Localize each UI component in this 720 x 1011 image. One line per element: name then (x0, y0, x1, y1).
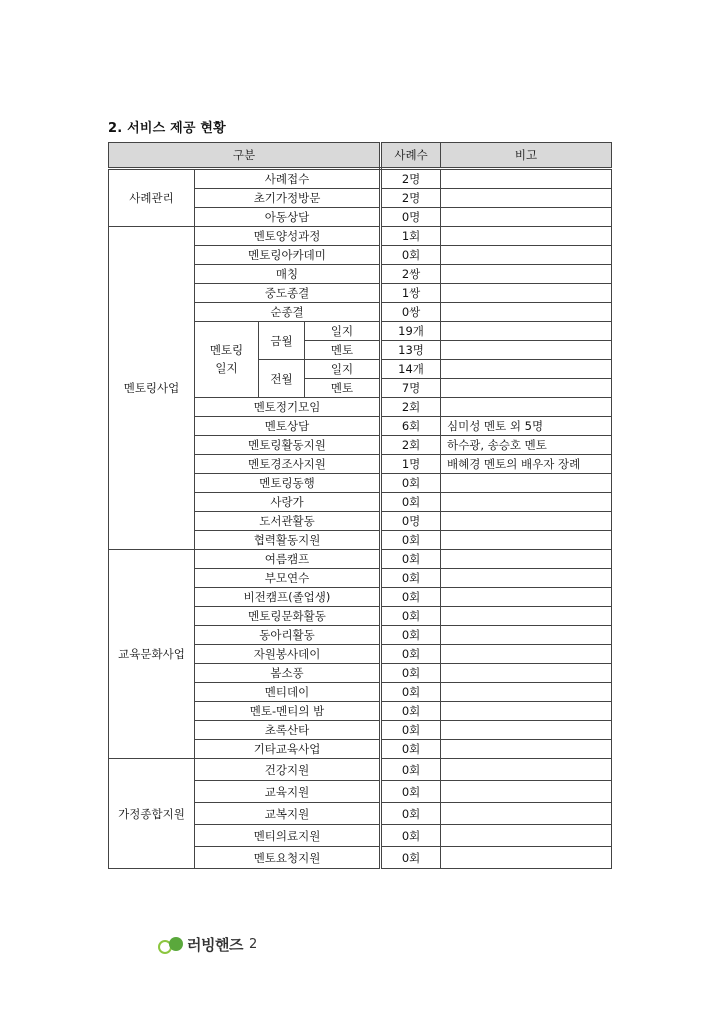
row-count: 0명 (381, 208, 441, 227)
row-item: 멘토양성과정 (195, 227, 381, 246)
row-item: 건강지원 (195, 759, 381, 781)
row-note (441, 721, 612, 740)
row-item: 동아리활동 (195, 626, 381, 645)
header-category: 구분 (109, 143, 381, 169)
row-note (441, 531, 612, 550)
row-count: 0회 (381, 607, 441, 626)
row-count: 6회 (381, 417, 441, 436)
row-count: 1회 (381, 227, 441, 246)
row-item: 초록산타 (195, 721, 381, 740)
row-count: 2회 (381, 436, 441, 455)
page-number: 2 (248, 937, 258, 952)
row-note (441, 626, 612, 645)
row-item: 멘토경조사지원 (195, 455, 381, 474)
row-note (441, 322, 612, 341)
section-title: 2. 서비스 제공 현황 (108, 121, 226, 136)
row-note (441, 493, 612, 512)
row-note (441, 169, 612, 189)
row-note (441, 607, 612, 626)
row-note (441, 341, 612, 360)
row-item: 멘토링활동지원 (195, 436, 381, 455)
row-count: 2회 (381, 398, 441, 417)
row-item: 협력활동지원 (195, 531, 381, 550)
row-item: 교육지원 (195, 781, 381, 803)
row-item: 초기가정방문 (195, 189, 381, 208)
row-item: 부모연수 (195, 569, 381, 588)
row-note (441, 740, 612, 759)
table-row (109, 759, 612, 781)
row-item: 순종결 (195, 303, 381, 322)
row-item: 여름캠프 (195, 550, 381, 569)
page-footer (157, 934, 257, 955)
row-item: 멘티의료지원 (195, 825, 381, 847)
row-item: 봄소풍 (195, 664, 381, 683)
table-row (109, 169, 612, 189)
row-count: 0명 (381, 512, 441, 531)
row-count: 0회 (381, 550, 441, 569)
row-item: 멘티데이 (195, 683, 381, 702)
row-count: 0회 (381, 740, 441, 759)
row-count: 0회 (381, 781, 441, 803)
row-count: 0회 (381, 759, 441, 781)
row-note: 하수광, 송승호 멘토 (441, 436, 612, 455)
row-note (441, 664, 612, 683)
table-row (109, 227, 612, 246)
row-note (441, 474, 612, 493)
row-item: 사랑가 (195, 493, 381, 512)
row-count: 0회 (381, 645, 441, 664)
row-note (441, 569, 612, 588)
row-item: 아동상담 (195, 208, 381, 227)
row-item: 멘토 (305, 341, 381, 360)
row-count: 0회 (381, 531, 441, 550)
row-note (441, 702, 612, 721)
row-count: 0회 (381, 588, 441, 607)
row-note (441, 847, 612, 869)
table-row (109, 550, 612, 569)
row-note (441, 303, 612, 322)
row-count: 0회 (381, 702, 441, 721)
row-count: 0회 (381, 825, 441, 847)
row-note (441, 683, 612, 702)
subgroup-geumwol: 금월 (259, 322, 305, 360)
row-item: 도서관활동 (195, 512, 381, 531)
row-note (441, 265, 612, 284)
row-item: 멘토링동행 (195, 474, 381, 493)
row-count: 7명 (381, 379, 441, 398)
row-note (441, 803, 612, 825)
row-count: 2쌍 (381, 265, 441, 284)
row-note (441, 379, 612, 398)
footer-brand: 러빙핸즈 (187, 936, 243, 954)
row-count: 2명 (381, 169, 441, 189)
table-header-row (109, 143, 612, 169)
row-count: 0회 (381, 246, 441, 265)
row-note (441, 645, 612, 664)
group-case-management: 사례관리 (109, 169, 195, 227)
row-item: 매칭 (195, 265, 381, 284)
service-status-table (108, 142, 612, 869)
row-count: 0회 (381, 569, 441, 588)
row-count: 0쌍 (381, 303, 441, 322)
row-count: 19개 (381, 322, 441, 341)
group-family-support: 가정종합지원 (109, 759, 195, 869)
row-item: 멘토정기모임 (195, 398, 381, 417)
row-item: 사례접수 (195, 169, 381, 189)
row-count: 2명 (381, 189, 441, 208)
subgroup-jeonwol: 전월 (259, 360, 305, 398)
row-count: 0회 (381, 847, 441, 869)
row-count: 0회 (381, 721, 441, 740)
row-item: 일지 (305, 322, 381, 341)
row-item: 일지 (305, 360, 381, 379)
row-note (441, 189, 612, 208)
row-count: 0회 (381, 493, 441, 512)
header-note: 비고 (441, 143, 612, 169)
row-count: 14개 (381, 360, 441, 379)
row-note (441, 588, 612, 607)
row-item: 멘토링아카데미 (195, 246, 381, 265)
row-item: 멘토상담 (195, 417, 381, 436)
row-note (441, 246, 612, 265)
row-item: 중도종결 (195, 284, 381, 303)
row-count: 0회 (381, 803, 441, 825)
row-item: 교복지원 (195, 803, 381, 825)
row-item: 멘토링문화활동 (195, 607, 381, 626)
row-note (441, 759, 612, 781)
header-count: 사례수 (381, 143, 441, 169)
row-note: 심미성 멘토 외 5명 (441, 417, 612, 436)
row-note (441, 360, 612, 379)
group-education-culture: 교육문화사업 (109, 550, 195, 759)
row-item: 비전캠프(졸업생) (195, 588, 381, 607)
loving-hands-logo-icon (157, 935, 185, 955)
row-item: 멘토요청지원 (195, 847, 381, 869)
row-item: 멘토-멘티의 밤 (195, 702, 381, 721)
row-note (441, 825, 612, 847)
row-count: 1쌍 (381, 284, 441, 303)
row-count: 0회 (381, 474, 441, 493)
row-note (441, 208, 612, 227)
row-count: 0회 (381, 683, 441, 702)
group-mentoring: 멘토링사업 (109, 227, 195, 550)
row-count: 13명 (381, 341, 441, 360)
row-note (441, 512, 612, 531)
row-note: 배혜경 멘토의 배우자 장례 (441, 455, 612, 474)
row-item: 자원봉사데이 (195, 645, 381, 664)
row-count: 1명 (381, 455, 441, 474)
row-count: 0회 (381, 626, 441, 645)
row-note (441, 284, 612, 303)
row-note (441, 398, 612, 417)
row-count: 0회 (381, 664, 441, 683)
row-note (441, 227, 612, 246)
subgroup-mentoring-diary: 멘토링 일지 (195, 322, 259, 398)
row-note (441, 550, 612, 569)
row-item: 멘토 (305, 379, 381, 398)
row-note (441, 781, 612, 803)
row-item: 기타교육사업 (195, 740, 381, 759)
